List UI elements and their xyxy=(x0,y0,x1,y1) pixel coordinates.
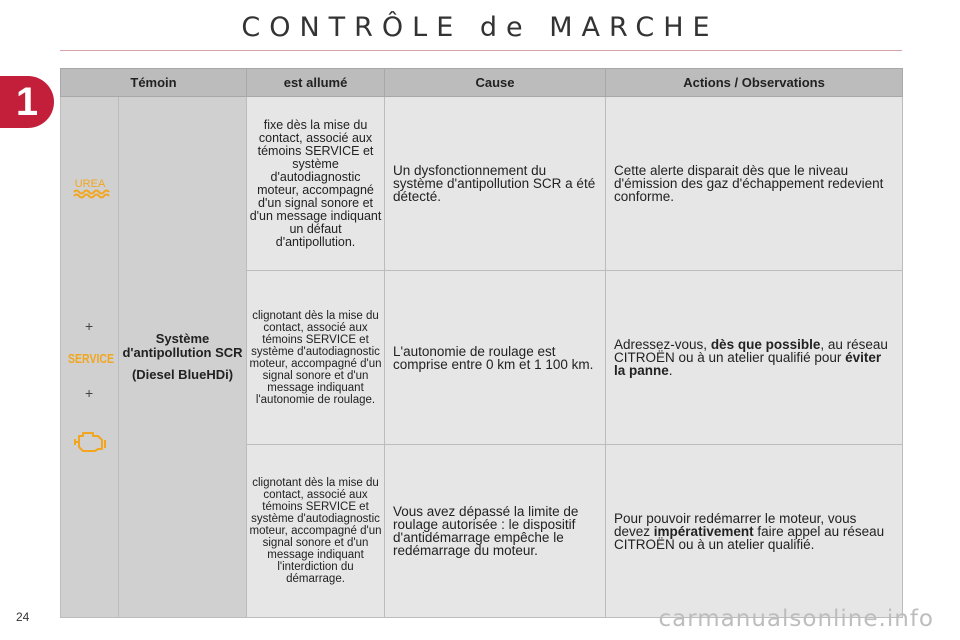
svg-text:SERVICE: SERVICE xyxy=(68,351,115,366)
indicator-icons-cell xyxy=(61,97,119,618)
chapter-tab[interactable]: 1 xyxy=(0,76,54,128)
system-name-cell xyxy=(119,97,247,618)
column-header-actions: Actions / Observations xyxy=(606,69,903,97)
engine-check-icon xyxy=(74,428,106,454)
column-header-est-allume: est allumé xyxy=(247,69,385,97)
condition-cell: clignotant dès la mise du contact, associé aux témoins SERVICE et système d'autodiagnostic moteur, accompagné d'un signal sonore et d'un message indiquant l'interdiction du démarrage. xyxy=(247,445,385,618)
plus-sign: + xyxy=(85,385,94,401)
condition-cell: clignotant dès la mise du contact, associé aux témoins SERVICE et système d'autodiagnostic moteur, accompagné d'un signal sonore et d'un message indiquant l'autonomie de roulage. xyxy=(247,271,385,445)
cause-cell: Un dysfonctionnement du système d'antipollution SCR a été détecté. xyxy=(385,97,606,271)
warning-lights-table xyxy=(60,68,903,618)
action-cell: Adressez-vous, dès que possible, au réseau CITROËN ou à un atelier qualifié pour éviter la panne. xyxy=(606,271,903,445)
table-row xyxy=(61,97,903,271)
watermark: carmanualsonline.info xyxy=(658,606,934,632)
service-icon xyxy=(67,351,115,365)
action-cell: Cette alerte disparait dès que le niveau d'émission des gaz d'échappement redevient conforme. xyxy=(606,97,903,271)
condition-cell: fixe dès la mise du contact, associé aux témoins SERVICE et système d'autodiagnostic moteur, accompagné d'un signal sonore et d'un message indiquant un défaut d'antipollution. xyxy=(247,97,385,271)
title-divider xyxy=(60,50,902,51)
action-cell: Pour pouvoir redémarrer le moteur, vous devez impérativement faire appel au réseau CITROËN ou à un atelier qualifié. xyxy=(606,445,903,618)
page-number: 24 xyxy=(16,610,30,624)
cause-cell: L'autonomie de roulage est comprise entre 0 km et 1 100 km. xyxy=(385,271,606,445)
column-header-cause: Cause xyxy=(385,69,606,97)
plus-sign: + xyxy=(85,318,94,334)
svg-text:UREA: UREA xyxy=(74,178,106,190)
table-header-row xyxy=(61,69,903,97)
page-title: CONTRÔLE de MARCHE xyxy=(241,12,719,43)
system-name: Système d'antipollution SCR xyxy=(122,331,243,360)
system-variant: (Diesel BlueHDi) xyxy=(131,367,234,382)
urea-icon xyxy=(70,176,110,200)
cause-cell: Vous avez dépassé la limite de roulage autorisée : le dispositif d'antidémarrage empêche le redémarrage du moteur. xyxy=(385,445,606,618)
column-header-temoin: Témoin xyxy=(61,69,247,97)
